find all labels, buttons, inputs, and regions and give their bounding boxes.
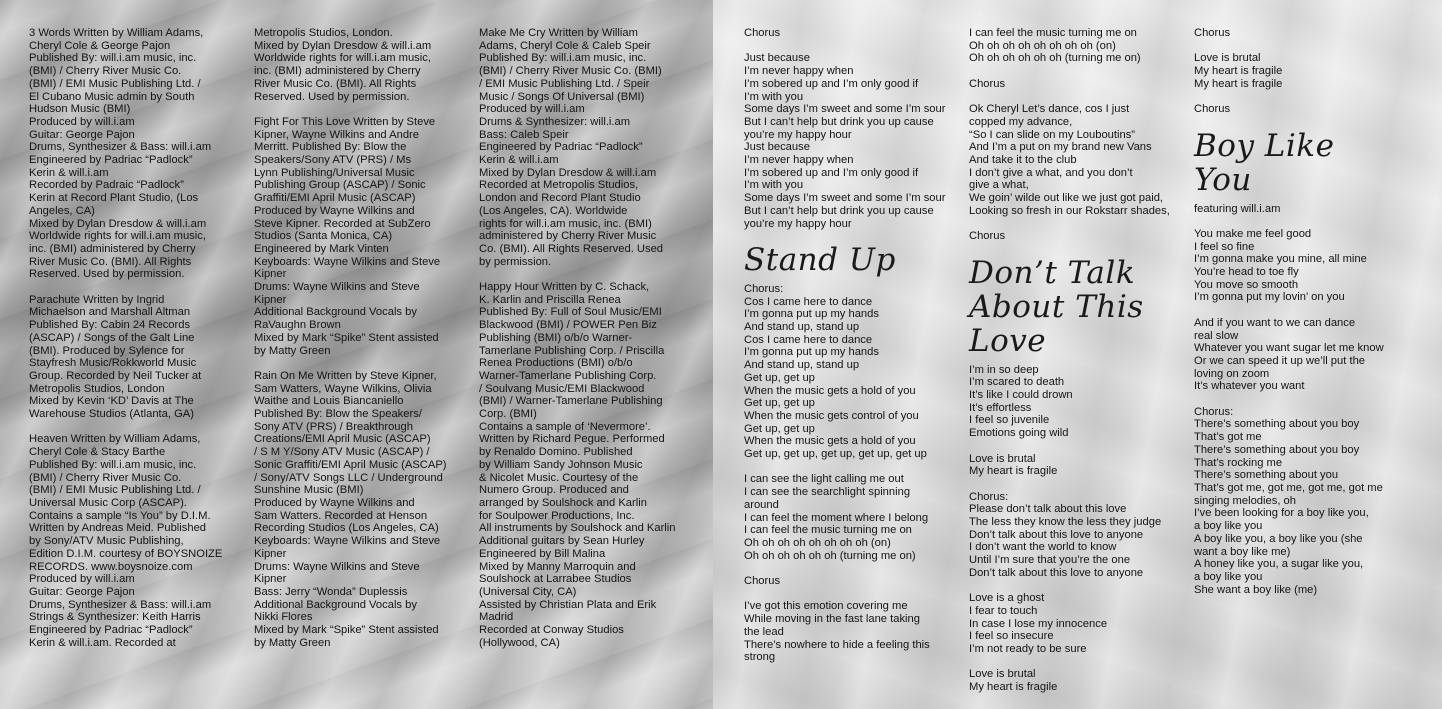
lyrics-column-3	[1194, 27, 1399, 596]
lyrics-column-1	[744, 27, 949, 664]
lyrics-block: Love is brutal My heart is fragile	[969, 668, 1058, 694]
song-title: Stand Up	[744, 241, 896, 278]
credits-column-2	[254, 27, 472, 649]
lyrics-block: Chorus	[1194, 27, 1231, 39]
credits-block: 3 Words Written by William Adams, Cheryl Cole & George Pajon Published By: will.i.am music, inc. (BMI) / Cherry River Music Co. (BMI) / EMI Music Publishing Ltd. / El Cubano Music admin by South Hudson Music (BMI) Produced by will.i.am Guitar: George Pajon Drums, Synthesizer & Bass: will.i.am Engineered by Padriac “Padlock” Kerin & will.i.am Recorded by Padraic “Padlock” Kerin at Record Plant Studio, (Los Angeles, CA) Mixed by Dylan Dresdow & will.i.am Worldwide rights for will.i.am music, inc. (BMI) administered by Cherry River Music Co. (BMI). All Rights Reserved. Used by permission.	[29, 27, 212, 281]
lyrics-block: Chorus: There’s something about you boy That’s got me There’s something about you boy That’s rocking me There’s something about you That’s got me, got me, got me, got me singing melodies, oh I’ve been looking for a boy like you, a boy like you A boy like you, a boy like you (she want a boy like me) A honey like you, a sugar like you, a boy like you She want a boy like (me)	[1194, 405, 1383, 596]
lyrics-block: Ok Cheryl Let’s dance, cos I just copped my advance, “So I can slide on my Louboutins” And I’m a put on my brand new Vans And take it to the club I don’t give a what, and you don’t give a what, We goin’ wilde out like we just got paid, Looking so fresh in our Rokstarr shades,	[969, 103, 1170, 217]
credits-block: Fight For This Love Written by Steve Kipner, Wayne Wilkins and Andre Merritt. Published By: Blow the Speakers/Sony ATV (PRS) / Ms Lynn Publishing/Universal Music Publishing Group (ASCAP) / Sonic Graffiti/EMI April Music (ASCAP) Produced by Wayne Wilkins and Steve Kipner. Recorded at SubZero Studios (Santa Monica, CA) Engineered by Mark Vinten Keyboards: Wayne Wilkins and Steve Kipner Drums: Wayne Wilkins and Steve Kipner Additional Background Vocals by RaVaughn Brown Mixed by Mark “Spike” Stent assisted by Matty Green	[254, 115, 441, 357]
credits-page	[0, 0, 713, 709]
lyrics-column-2	[969, 27, 1174, 694]
credits-block: Heaven Written by William Adams, Cheryl Cole & Stacy Barthe Published By: will.i.am music, inc. (BMI) / Cherry River Music Co. (BMI) / EMI Music Publishing Ltd. / Universal Music Corp (ASCAP). Contains a sample “Is You” by D.I.M. Written by Andreas Meid. Published by Sony/ATV Music Publishing, Edition D.I.M. courtesy of BOYSNOIZE RECORDS. www.boysnoize.com Produced by will.i.am Guitar: George Pajon Drums, Synthesizer & Bass: will.i.am Strings & Synthesizer: Keith Harris Engineered by Padriac “Padlock” Kerin & will.i.am. Recorded at	[29, 433, 223, 649]
credits-column-1	[29, 27, 247, 649]
lyrics-block: Chorus	[969, 230, 1006, 243]
lyrics-block: Chorus: Cos I came here to dance I’m gonna put up my hands And stand up, stand up Cos I came here to dance I’m gonna put up my hands And stand up, stand up Get up, get up When the music gets a hold of you Get up, get up When the music gets control of you Get up, get up When the music gets a hold of you Get up, get up, get up, get up, get up	[744, 282, 927, 461]
lyrics-block: Love is a ghost I fear to touch In case I lose my innocence I feel so insecure I’m not ready to be sure	[969, 592, 1108, 656]
lyrics-block: Love is brutal My heart is fragile	[969, 452, 1058, 478]
credits-block: Metropolis Studios, London. Mixed by Dylan Dresdow & will.i.am Worldwide rights for will.i.am music, inc. (BMI) administered by Cherry River Music Co. (BMI). All Rights Reserved. Used by permission.	[254, 27, 432, 103]
featuring-credit: featuring will.i.am	[1194, 202, 1281, 215]
lyrics-block: Chorus	[969, 77, 1006, 90]
lyrics-block: Chorus	[744, 575, 781, 588]
song-title: Don’t Talk About This Love	[969, 254, 1144, 359]
lyrics-block: I’m in so deep I’m scared to death It’s like I could drown It’s effortless I feel so juvenile Emotions going wild	[969, 363, 1073, 440]
lyrics-block: I can feel the music turning me on Oh oh oh oh oh oh oh oh (on) Oh oh oh oh oh oh (turning me on)	[969, 27, 1141, 65]
lyrics-block: And if you want to we can dance real slow Whatever you want sugar let me know Or we can speed it up we’ll put the loving on zoom It’s whatever you want	[1194, 316, 1384, 393]
lyrics-block: Chorus	[1194, 103, 1231, 116]
lyrics-block: Love is brutal My heart is fragile My heart is fragile	[1194, 52, 1283, 90]
lyrics-block: I can see the light calling me out I can see the searchlight spinning around I can feel the moment where I belong I can feel the music turning me on Oh oh oh oh oh oh oh oh (on) Oh oh oh oh oh oh (turning me on)	[744, 473, 929, 562]
lyrics-block: I’ve got this emotion covering me While moving in the fast lane taking the lead There’s nowhere to hide a feeling this strong	[744, 600, 930, 664]
lyrics-block: Chorus	[744, 27, 781, 39]
credits-block: Make Me Cry Written by William Adams, Cheryl Cole & Caleb Speir Published By: will.i.am music, inc. (BMI) / Cherry River Music Co. (BMI) / EMI Music Publishing Ltd. / Speir Music / Songs Of Universal (BMI) Produced by will.i.am Drums & Synthesizer: will.i.am Bass: Caleb Speir Engineered by Padriac “Padlock” Kerin & will.i.am Mixed by Dylan Dresdow & will.i.am Recorded at Metropolis Studios, London and Record Plant Studio (Los Angeles, CA). Worldwide rights for will.i.am music, inc. (BMI) administered by Cherry River Music Co. (BMI). All Rights Reserved. Used by permission.	[479, 27, 664, 268]
lyrics-block: Just because I’m never happy when I’m sobered up and I’m only good if I’m with you Some days I’m sweet and some I’m sour But I can’t help but drink you up cause you’re my happy hour Just because I’m never happy when I’m sobered up and I’m only good if I’m with you Some days I’m sweet and some I’m sour But I can’t help but drink you up cause you’re my happy hour	[744, 52, 946, 230]
lyrics-page	[713, 0, 1442, 709]
song-title: Boy Like You	[1194, 127, 1335, 198]
credits-block: Parachute Written by Ingrid Michaelson and Marshall Altman Published By: Cabin 24 Records (ASCAP) / Songs of the Galt Line (BMI). Produced by Sylence for Stayfresh Music/Rokkworld Music Group. Recorded by Neil Tucker at Metropolis Studios, London Mixed by Kevin ‘KD’ Davis at The Warehouse Studios (Atlanta, GA)	[29, 293, 202, 421]
credits-block: Rain On Me Written by Steve Kipner, Sam Watters, Wayne Wilkins, Olivia Waithe and Louis Biancaniello Published By: Blow the Speakers/ Sony ATV (PRS) / Breakthrough Creations/EMI April Music (ASCAP) / S M Y/Sony ATV Music (ASCAP) / Sonic Graffiti/EMI April Music (ASCAP) / Sony/ATV Songs LLC / Underground Sunshine Music (BMI) Produced by Wayne Wilkins and Sam Watters. Recorded at Henson Recording Studios (Los Angeles, CA) Keyboards: Wayne Wilkins and Steve Kipner Drums: Wayne Wilkins and Steve Kipner Bass: Jerry “Wonda” Duplessis Additional Background Vocals by Nikki Flores Mixed by Mark “Spike” Stent assisted by Matty Green	[254, 369, 447, 649]
lyrics-block: Chorus: Please don’t talk about this love The less they know the less they judge Don’t talk about this love to anyone I don’t want the world to know Until I’m sure that you’re the one Don’t talk about this love to anyone	[969, 490, 1162, 579]
lyrics-block: You make me feel good I feel so fine I’m gonna make you mine, all mine You’re head to toe fly You move so smooth I’m gonna put my lovin’ on you	[1194, 227, 1367, 304]
credits-column-3	[479, 27, 697, 649]
credits-block: Happy Hour Written by C. Schack, K. Karlin and Priscilla Renea Published By: Full of Soul Music/EMI Blackwood (BMI) / POWER Pen Biz Publishing (BMI) o/b/o Warner- Tamerlane Publishing Corp. / Priscilla Renea Productions (BMI) o/b/o Warner-Tamerlane Publishing Corp. / Soulvang Music/EMI Blackwood (BMI) / Warner-Tamerlane Publishing Corp. (BMI) Contains a sample of ‘Nevermore’. Written by Richard Pegue. Performed by Renaldo Domino. Published by William Sandy Johnson Music & Nicolet Music. Courtesy of the Numero Group. Produced and arranged by Soulshock and Karlin for Soulpower Productions, Inc. All instruments by Soulshock and Karlin Additional guitars by Sean Hurley Engineered by Bill Malina Mixed by Manny Marroquin and Soulshock at Larrabee Studios (Universal City, CA) Assisted by Christian Plata and Erik Madrid Recorded at Conway Studios (Hollywood, CA)	[479, 281, 676, 649]
